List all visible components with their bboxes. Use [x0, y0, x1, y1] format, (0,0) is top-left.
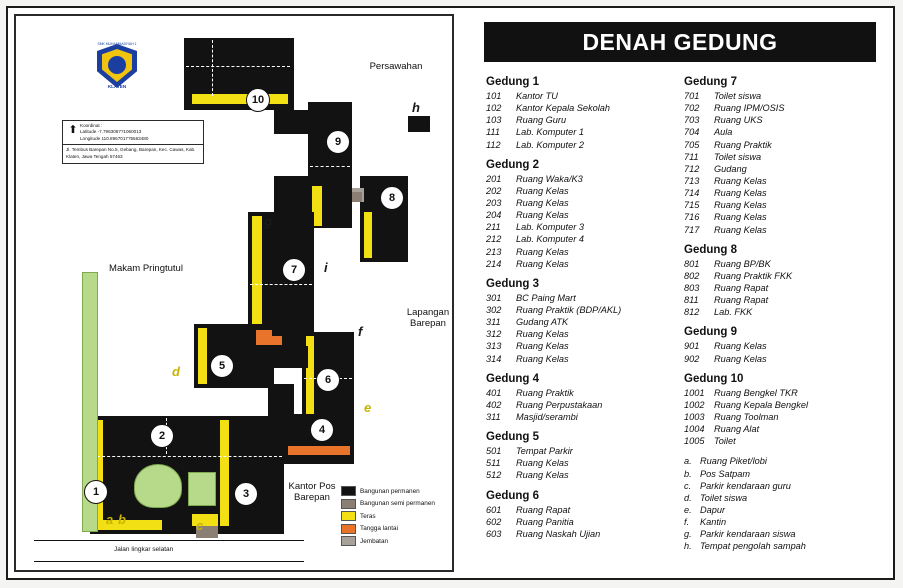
building-marker-6[interactable]: 6 [316, 368, 340, 392]
list-item [486, 139, 684, 151]
list-item [486, 328, 684, 340]
coord-address: Jl. Tembus Barepan No.5, Gebang, Barepan, Kec. Cawas, Kab. Klaten, Jawa Tengah 57463 [66, 146, 196, 159]
list-item [486, 387, 684, 399]
group-gedung-6 [486, 490, 684, 540]
item-code: 602 [486, 516, 502, 527]
list-item [486, 469, 684, 481]
list-item [684, 187, 882, 199]
item-name: Ruang Waka/K3 [516, 173, 583, 184]
list-item [684, 423, 882, 435]
room-index-panel [470, 14, 888, 572]
item-name: Ruang Alat [714, 424, 760, 435]
item-code: a. [684, 456, 692, 467]
item-name: Ruang Rapat [516, 504, 571, 515]
list-item [684, 139, 882, 151]
item-code: 212 [486, 234, 502, 245]
room-index-column-2 [684, 76, 882, 561]
list-item [486, 185, 684, 197]
group-title: Gedung 3 [486, 277, 540, 290]
item-code: 311 [486, 317, 501, 328]
marker-a: a [106, 512, 114, 527]
list-item [486, 457, 684, 469]
item-name: Lab. Komputer 3 [516, 222, 584, 233]
item-code: 313 [486, 341, 502, 352]
map-divider [310, 166, 350, 167]
building-marker-2[interactable]: 2 [150, 424, 174, 448]
legend-swatch-permanen [341, 486, 356, 496]
item-code: 811 [684, 295, 699, 306]
label-jalan: Jalan lingkar selatan [114, 546, 174, 553]
item-name: Toilet siswa [714, 151, 762, 162]
item-name: Lab. FKK [714, 307, 753, 318]
item-name: Ruang Bengkel TKR [714, 387, 798, 398]
tangga-corridor [256, 336, 282, 345]
item-name: Parkir kendaraan siswa [700, 529, 796, 540]
item-code: 201 [486, 173, 502, 184]
legend-item [341, 511, 447, 521]
item-code: 901 [684, 341, 700, 352]
item-name: Ruang Kelas [516, 197, 569, 208]
semi-permanent-block [352, 192, 362, 202]
group-title: Gedung 1 [486, 76, 540, 88]
item-code: 601 [486, 504, 502, 515]
item-code: 111 [486, 127, 500, 138]
item-name: Ruang UKS [714, 115, 763, 126]
group-gedung-10 [684, 373, 882, 448]
list-item [684, 340, 882, 352]
item-code: 715 [684, 200, 700, 211]
site-map [14, 14, 454, 572]
item-code: 302 [486, 304, 502, 315]
corridor [272, 346, 308, 368]
logo-core [108, 56, 126, 74]
corridor [268, 384, 294, 422]
item-name: Ruang Praktik FKK [714, 270, 793, 281]
item-name: Ruang Kelas [516, 210, 569, 221]
item-name: Ruang Kelas [714, 341, 767, 352]
item-name: Kantor Kepala Sekolah [516, 103, 610, 114]
logo-top-text: SMK MUHAMMADIYAH 1 [97, 42, 137, 46]
item-code: 103 [486, 115, 502, 126]
list-item [684, 387, 882, 399]
item-name: Ruang Kelas [516, 341, 569, 352]
list-item [486, 209, 684, 221]
list-item [684, 516, 882, 528]
item-code: 202 [486, 185, 502, 196]
building-marker-3[interactable]: 3 [234, 482, 258, 506]
group-title: Gedung 7 [684, 76, 738, 88]
item-name: Ruang Kelas [516, 458, 569, 469]
list-item [486, 258, 684, 270]
map-divider [250, 284, 312, 285]
item-name: Lab. Komputer 1 [516, 127, 584, 138]
coord-latitude: Latitude -7.7963067?1060013 [80, 129, 142, 135]
item-code: 711 [684, 151, 699, 162]
group-title: Gedung 10 [684, 372, 744, 385]
marker-h: h [412, 100, 420, 115]
item-code: c. [684, 480, 692, 491]
list-item [684, 540, 882, 552]
item-name: Ruang Kelas [516, 329, 569, 340]
item-code: 402 [486, 399, 502, 410]
item-name: Parkir kendaraan guru [700, 480, 791, 491]
item-code: 301 [486, 292, 502, 303]
item-code: f. [684, 517, 690, 528]
item-name: Ruang Kelas [714, 200, 767, 211]
marker-c: c [196, 518, 204, 533]
list-item [486, 399, 684, 411]
map-divider [212, 40, 213, 96]
group-title: Gedung 2 [486, 158, 540, 171]
list-item [486, 246, 684, 258]
legend-label-tangga: Tangga lantai [360, 525, 399, 533]
building-marker-5[interactable]: 5 [210, 354, 234, 378]
item-name: Gudang ATK [516, 317, 569, 328]
page-title [484, 22, 876, 62]
item-code: 717 [684, 224, 700, 235]
item-name: Ruang Praktik (BDP/AKL) [516, 304, 622, 315]
list-item [684, 468, 882, 480]
item-name: Ruang Kelas [714, 175, 767, 186]
building-marker-4[interactable]: 4 [310, 418, 334, 442]
item-name: Tempat Parkir [516, 446, 573, 457]
item-code: 705 [684, 139, 700, 150]
map-legend [341, 486, 447, 549]
item-code: 101 [486, 91, 502, 101]
list-item [684, 399, 882, 411]
list-item [684, 224, 882, 236]
group-gedung-1 [486, 76, 684, 151]
marker-i: i [324, 260, 328, 275]
north-arrow-icon: ⬆ [68, 123, 78, 136]
list-item [486, 126, 684, 138]
list-item [486, 197, 684, 209]
item-code: 704 [684, 127, 700, 138]
item-name: Ruang Kelas [714, 224, 767, 235]
item-name: Toilet [714, 436, 736, 447]
list-item [684, 270, 882, 282]
teras-strip-3 [220, 420, 229, 526]
map-divider [186, 66, 290, 67]
legend-swatch-jembatan [341, 536, 356, 546]
item-name: Ruang Perpustakaan [516, 399, 603, 410]
group-gedung-8 [684, 244, 882, 319]
page-title-text: DENAH GEDUNG [582, 28, 778, 55]
road-south [34, 540, 304, 562]
list-item [486, 340, 684, 352]
group-title: Gedung 8 [684, 243, 738, 256]
list-item [684, 282, 882, 294]
label-lapangan: Lapangan Barepan [406, 307, 450, 329]
label-kantor-pos: Kantor Pos Barepan [288, 481, 336, 503]
list-item [684, 211, 882, 223]
legend-swatch-semi [341, 499, 356, 509]
item-name: Ruang Panitia [516, 516, 574, 527]
marker-b: b [118, 512, 126, 527]
item-code: 314 [486, 353, 502, 364]
item-code: 511 [486, 458, 501, 469]
item-code: b. [684, 468, 692, 479]
legend-label-semi: Bangunan semi permanen [360, 500, 435, 508]
item-name: Ruang BP/BK [714, 258, 771, 269]
building-marker-1[interactable]: 1 [84, 480, 108, 504]
list-item [684, 126, 882, 138]
item-code: 102 [486, 103, 502, 114]
list-item [486, 304, 684, 316]
item-name: Ruang Praktik [516, 387, 574, 398]
item-code: 1001 [684, 387, 705, 398]
item-name: Ruang IPM/OSIS [714, 103, 785, 114]
list-item [486, 292, 684, 304]
building-marker-10[interactable]: 10 [246, 88, 270, 112]
teras-strip-8 [364, 212, 372, 258]
building-marker-7[interactable]: 7 [282, 258, 306, 282]
item-code: 1002 [684, 399, 705, 410]
legend-item [341, 486, 447, 496]
list-item [684, 258, 882, 270]
marker-f: f [358, 324, 363, 339]
corridor [274, 110, 310, 134]
list-item [486, 233, 684, 245]
item-code: 802 [684, 270, 700, 281]
corridor [274, 176, 310, 220]
item-name: Toilet siswa [700, 492, 748, 503]
item-code: 603 [486, 528, 502, 539]
item-code: 716 [684, 212, 700, 223]
list-item [684, 306, 882, 318]
list-item [684, 480, 882, 492]
list-item [684, 114, 882, 126]
masjid-courtyard [134, 464, 182, 508]
group-facilities [684, 455, 882, 552]
item-name: Ruang Kelas [516, 353, 569, 364]
group-title: Gedung 4 [486, 372, 540, 385]
marker-d: d [172, 364, 180, 379]
item-name: Ruang Rapat [714, 282, 769, 293]
group-title: Gedung 5 [486, 431, 540, 444]
item-code: 311 [486, 411, 501, 422]
list-item [684, 199, 882, 211]
item-code: 203 [486, 197, 502, 208]
list-item [684, 504, 882, 516]
group-gedung-4 [486, 373, 684, 423]
item-name: Ruang Kelas [516, 470, 569, 481]
list-item [486, 516, 684, 528]
building-block-h [408, 116, 430, 132]
label-persawahan: Persawahan [369, 61, 423, 72]
item-name: Tempat pengolah sampah [700, 541, 806, 552]
legend-swatch-teras [341, 511, 356, 521]
legend-label-teras: Teras [360, 512, 376, 520]
legend-item [341, 536, 447, 546]
item-code: 213 [486, 246, 502, 257]
item-name: Ruang Toolman [714, 411, 779, 422]
coord-longitude: Longitude 110.8967017?5563480 [80, 135, 149, 141]
item-code: 812 [684, 307, 700, 318]
map-divider [92, 456, 282, 457]
item-name: Ruang Kelas [516, 258, 569, 269]
item-code: 902 [684, 353, 700, 364]
item-code: 702 [684, 103, 700, 114]
item-name: Ruang Kelas [516, 185, 569, 196]
group-gedung-7 [684, 76, 882, 236]
item-name: Gudang [714, 163, 747, 174]
item-name: Kantor TU [516, 91, 558, 101]
list-item [684, 435, 882, 447]
list-item [486, 90, 684, 102]
list-item [684, 163, 882, 175]
legend-label-permanen: Bangunan permanen [360, 487, 420, 495]
item-name: Lab. Komputer 4 [516, 234, 584, 245]
item-name: Ruang Naskah Ujian [516, 528, 601, 539]
list-item [486, 445, 684, 457]
item-name: Toilet siswa [714, 91, 762, 101]
item-name: Ruang Piket/lobi [700, 456, 767, 467]
item-name: Ruang Praktik [714, 139, 772, 150]
item-code: 312 [486, 329, 502, 340]
list-item [684, 294, 882, 306]
item-name: Kantin [700, 517, 727, 528]
group-gedung-2 [486, 159, 684, 270]
item-code: h. [684, 541, 692, 552]
item-name: Ruang Kelas [714, 188, 767, 199]
list-item [684, 411, 882, 423]
item-code: 501 [486, 446, 502, 457]
label-makam: Makam Pringtutul [109, 263, 183, 274]
list-item [486, 221, 684, 233]
list-item [486, 353, 684, 365]
item-code: 712 [684, 163, 700, 174]
teras-strip-10 [192, 94, 288, 104]
list-item [684, 455, 882, 467]
room-index-column-1 [486, 76, 684, 561]
coord-title-row [63, 121, 203, 145]
group-gedung-3 [486, 278, 684, 365]
list-item [684, 90, 882, 102]
item-name: Ruang Kepala Bengkel [714, 399, 808, 410]
list-item [684, 353, 882, 365]
marker-g: g [264, 214, 272, 229]
legend-swatch-tangga [341, 524, 356, 534]
group-gedung-9 [684, 326, 882, 364]
item-code: 801 [684, 258, 700, 269]
coordinate-box [62, 120, 204, 164]
garden-area [188, 472, 216, 506]
tangga-4 [288, 446, 350, 455]
group-gedung-5 [486, 431, 684, 481]
item-code: g. [684, 529, 692, 540]
item-code: 703 [684, 115, 700, 126]
list-item [684, 528, 882, 540]
item-name: Dapur [700, 504, 726, 515]
list-item [684, 102, 882, 114]
teras-strip-5 [198, 328, 207, 384]
item-name: Aula [714, 127, 733, 138]
list-item [486, 114, 684, 126]
list-item [486, 173, 684, 185]
item-code: 701 [684, 91, 700, 101]
item-code: e. [684, 504, 692, 515]
item-name: Ruang Kelas [516, 246, 569, 257]
marker-e: e [364, 400, 372, 415]
list-item [486, 316, 684, 328]
group-title: Gedung 6 [486, 489, 540, 502]
item-name: Lab. Komputer 2 [516, 139, 584, 150]
item-name: Ruang Kelas [714, 353, 767, 364]
list-item [684, 175, 882, 187]
item-code: 803 [684, 282, 700, 293]
legend-item [341, 524, 447, 534]
item-code: 1004 [684, 424, 705, 435]
item-name: Ruang Guru [516, 115, 567, 126]
item-code: 512 [486, 470, 502, 481]
list-item [486, 528, 684, 540]
legend-item [341, 499, 447, 509]
item-name: Pos Satpam [700, 468, 751, 479]
item-code: 713 [684, 175, 700, 186]
list-item [486, 411, 684, 423]
legend-label-jembatan: Jembatan [360, 537, 389, 545]
room-index-columns [486, 76, 882, 561]
building-marker-8[interactable]: 8 [380, 186, 404, 210]
item-code: 1005 [684, 436, 705, 447]
item-name: Ruang Rapat [714, 295, 769, 306]
list-item [684, 151, 882, 163]
item-code: 1003 [684, 411, 705, 422]
item-code: 204 [486, 210, 502, 221]
list-item [486, 102, 684, 114]
item-name: BC Paing Mart [516, 292, 576, 303]
school-logo [94, 42, 140, 94]
item-name: Ruang Kelas [714, 212, 767, 223]
logo-bottom-text: KLATEN [107, 84, 127, 89]
building-marker-9[interactable]: 9 [326, 130, 350, 154]
list-item [486, 504, 684, 516]
item-name: Masjid/serambi [516, 411, 578, 422]
item-code: d. [684, 492, 692, 503]
item-code: 112 [486, 139, 501, 150]
item-code: 214 [486, 258, 502, 269]
group-title: Gedung 9 [684, 326, 738, 339]
item-code: 211 [486, 222, 501, 233]
item-code: 401 [486, 387, 502, 398]
list-item [684, 492, 882, 504]
item-code: 714 [684, 188, 700, 199]
coord-title: Koordinat : [80, 122, 103, 128]
